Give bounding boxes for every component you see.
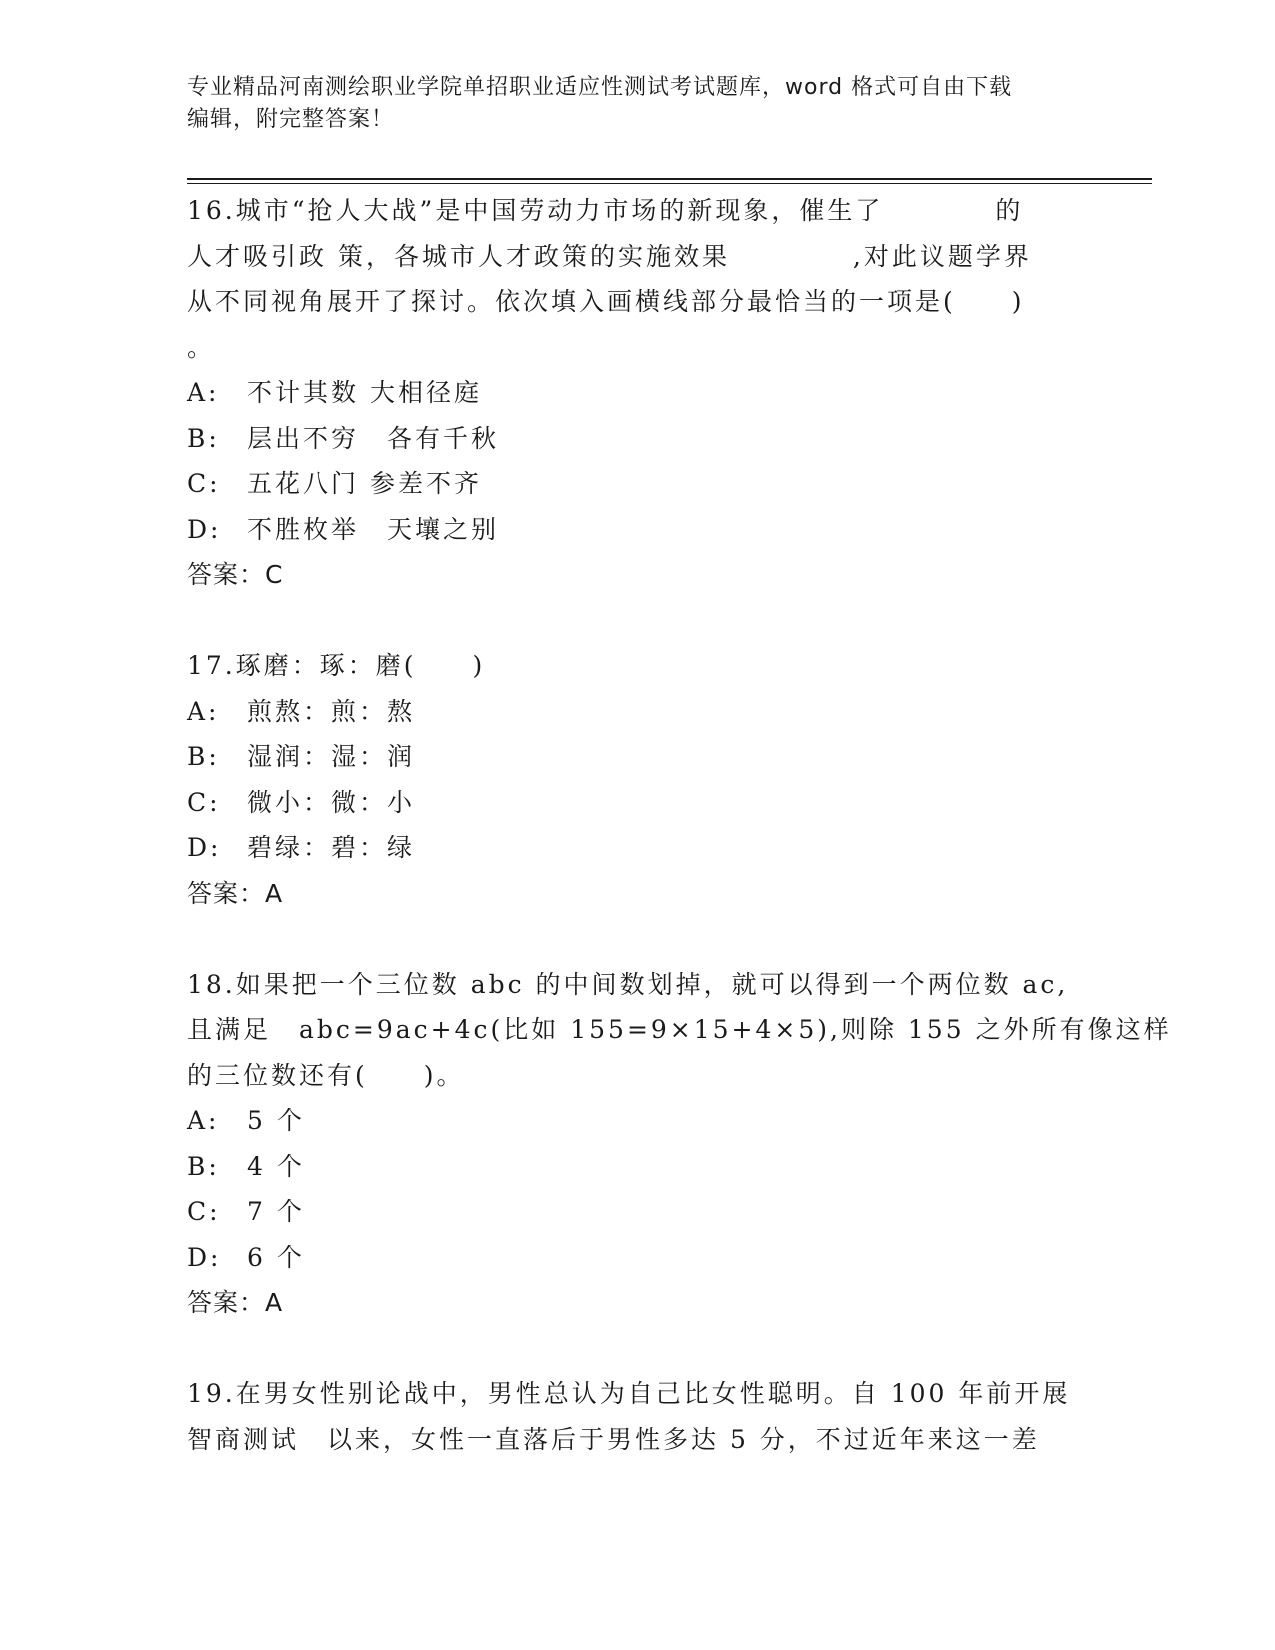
question-18-stem-line-2: 且满足 abc=9ac+4c(比如 155=9×15+4×5),则除 155 之外所有像这样 <box>187 1015 1172 1044</box>
question-18 <box>187 962 1172 1326</box>
option-letter: D: <box>187 833 222 862</box>
question-18-option-b <box>187 1144 1087 1190</box>
option-letter: B: <box>187 1151 220 1181</box>
option-text: 4 个 <box>247 1151 305 1181</box>
option-letter: B: <box>187 742 220 771</box>
question-17-option-c <box>187 780 1087 826</box>
question-16-answer: 答案：C <box>187 560 284 589</box>
option-letter: C: <box>187 787 221 817</box>
question-19-stem-line-1: 19.在男女性别论战中，男性总认为自己比女性聪明。自 100 年前开展 <box>187 1379 1071 1408</box>
option-letter: A: <box>187 1106 220 1135</box>
question-16-option-a <box>187 370 1087 416</box>
header-divider-thick <box>187 178 1152 180</box>
header-line-1: 专业精品河南测绘职业学院单招职业适应性测试考试题库，word 格式可自由下载 <box>187 75 1013 100</box>
option-letter: A: <box>187 696 220 726</box>
option-text: 7 个 <box>247 1197 305 1226</box>
option-text: 五花八门 参差不齐 <box>247 469 482 498</box>
option-text: 碧绿：碧：绿 <box>247 833 416 862</box>
question-16-stem-line-3: 从不同视角展开了探讨。依次填入画横线部分最恰当的一项是( ) <box>187 287 1025 316</box>
question-16 <box>187 188 1087 598</box>
option-letter: C: <box>187 1197 221 1226</box>
question-17-option-d <box>187 825 1087 871</box>
option-text: 6 个 <box>247 1242 305 1272</box>
option-letter: A: <box>187 378 220 407</box>
question-19 <box>187 1371 1087 1462</box>
question-19-stem-line-2: 智商测试 以来，女性一直落后于男性多达 5 分，不过近年来这一差 <box>187 1424 1040 1454</box>
page-header <box>187 72 1067 136</box>
question-17 <box>187 643 1087 916</box>
question-17-option-b <box>187 734 1087 780</box>
question-18-stem-line-3: 的三位数还有( )。 <box>187 1060 465 1090</box>
header-line-2: 编辑，附完整答案！ <box>187 107 395 132</box>
option-letter: C: <box>187 469 221 498</box>
question-16-option-d <box>187 507 1087 553</box>
question-18-answer: 答案：A <box>187 1288 284 1317</box>
option-letter: D: <box>187 514 222 544</box>
option-text: 煎熬：煎：熬 <box>247 696 416 726</box>
option-letter: D: <box>187 1242 222 1272</box>
question-16-stem-line-2: 人才吸引政 策，各城市人才政策的实施效果 ,对此议题学界 <box>187 241 1032 271</box>
spacer <box>187 916 1087 962</box>
question-18-option-c <box>187 1189 1087 1235</box>
question-17-stem-line-1: 17.琢磨：琢：磨( ) <box>187 651 486 680</box>
question-16-stem-line-1: 16.城市“抢人大战”是中国劳动力市场的新现象，催生了 的 <box>187 196 1024 225</box>
question-16-option-c <box>187 461 1087 507</box>
question-18-option-a <box>187 1098 1087 1144</box>
header-divider-thin <box>187 183 1152 184</box>
question-17-answer: 答案：A <box>187 878 284 908</box>
option-text: 不计其数 大相径庭 <box>247 378 482 407</box>
option-text: 层出不穷 各有千秋 <box>247 423 500 453</box>
question-16-stem-line-4: 。 <box>187 332 216 362</box>
question-17-option-a <box>187 689 1087 735</box>
question-18-option-d <box>187 1235 1087 1281</box>
spacer <box>187 1326 1087 1372</box>
option-text: 不胜枚举 天壤之别 <box>247 514 500 544</box>
option-text: 微小：微：小 <box>247 787 416 817</box>
option-letter: B: <box>187 423 220 453</box>
question-16-option-b <box>187 416 1087 462</box>
option-text: 湿润：湿：润 <box>247 742 416 771</box>
question-list <box>187 188 1172 1462</box>
question-18-stem-line-1: 18.如果把一个三位数 abc 的中间数划掉，就可以得到一个两位数 ac, <box>187 969 1069 999</box>
spacer <box>187 598 1087 644</box>
option-text: 5 个 <box>247 1106 305 1135</box>
